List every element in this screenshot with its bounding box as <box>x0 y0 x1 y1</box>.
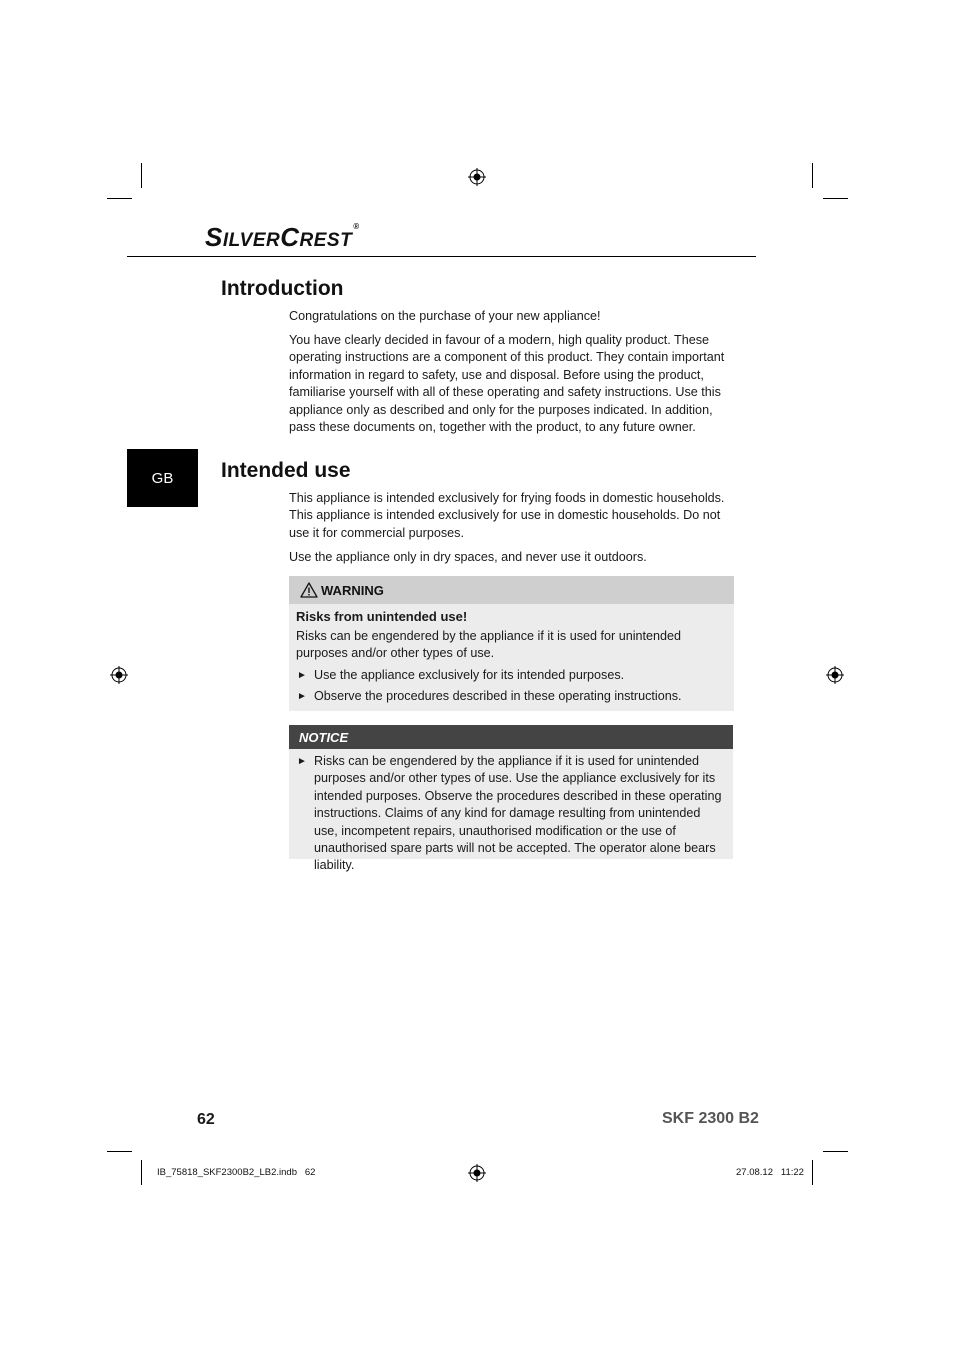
crop-mark <box>823 1151 848 1152</box>
arrow-bullet-icon: ► <box>297 691 307 703</box>
notice-label: NOTICE <box>299 729 349 745</box>
intended-use-paragraph: Use the appliance only in dry spaces, and never use it outdoors. <box>289 550 647 564</box>
warning-subtitle: Risks from unintended use! <box>296 609 468 624</box>
notice-content <box>296 753 726 875</box>
page-number: 62 <box>197 1111 215 1128</box>
notice-box <box>289 725 733 873</box>
header-divider <box>127 256 756 257</box>
list-item: ► Risks can be engendered by the appliance if it is used for unintended purposes and/or other types of use. Use the appliance exclusively for its intended purposes. Observe the procedures described in these operating instructions. Claims of any kind for damage resulting from unintended use, incompetent repairs, unauthorised modification or the use of unauthorised spare parts will not be accepted. The operator alone bears liability. <box>297 754 722 873</box>
crop-mark <box>823 198 848 199</box>
arrow-bullet-icon: ► <box>297 756 307 767</box>
crop-mark <box>812 163 813 188</box>
notice-header <box>289 725 733 749</box>
slug-file-info: IB_75818_SKF2300B2_LB2.indb 62 <box>157 1167 316 1178</box>
slug-date-info: 27.08.12 11:22 <box>736 1167 804 1178</box>
warning-triangle-icon <box>300 582 318 598</box>
registration-mark-icon <box>468 168 486 186</box>
crop-mark <box>141 1160 142 1185</box>
warning-label: WARNING <box>321 582 384 598</box>
registration-mark-icon <box>110 666 128 684</box>
list-item: ► Use the appliance exclusively for its intended purposes. <box>296 667 728 684</box>
section-title-introduction: Introduction <box>221 277 344 300</box>
brand-logo: SILVERCREST® <box>205 222 360 252</box>
crop-mark <box>107 1151 132 1152</box>
intended-use-paragraph: This appliance is intended exclusively for frying foods in domestic households. This appliance is intended exclusively for use in domestic households. Do not use it for commercial purposes. <box>289 491 725 540</box>
intro-paragraph: You have clearly decided in favour of a modern, high quality product. These operating instructions are a component of this product. They contain important information in regard to safety, use and disposal. Before using the product, familiarise yourself with all of these operating and safety instructions. Use this appliance only as described and only for the purposes indicated. In addition, pass these documents on, together with the product, to any future owner. <box>289 333 725 435</box>
crop-mark <box>141 163 142 188</box>
section-title-intended-use: Intended use <box>221 459 351 482</box>
registration-mark-icon <box>826 666 844 684</box>
warning-header <box>289 576 734 604</box>
arrow-bullet-icon: ► <box>297 669 307 681</box>
language-tab: GB <box>127 449 198 507</box>
warning-box <box>289 576 734 711</box>
list-item: ► Observe the procedures described in these operating instructions. <box>296 688 728 705</box>
intro-paragraph: Congratulations on the purchase of your new appliance! <box>289 309 601 323</box>
registration-mark-icon <box>468 1164 486 1182</box>
crop-mark <box>812 1160 813 1185</box>
model-number: SKF 2300 B2 <box>662 1110 759 1127</box>
warning-content <box>296 609 728 706</box>
warning-text: Risks can be engendered by the appliance if it is used for unintended purposes and/or other types of use. <box>296 629 682 661</box>
crop-mark <box>107 198 132 199</box>
